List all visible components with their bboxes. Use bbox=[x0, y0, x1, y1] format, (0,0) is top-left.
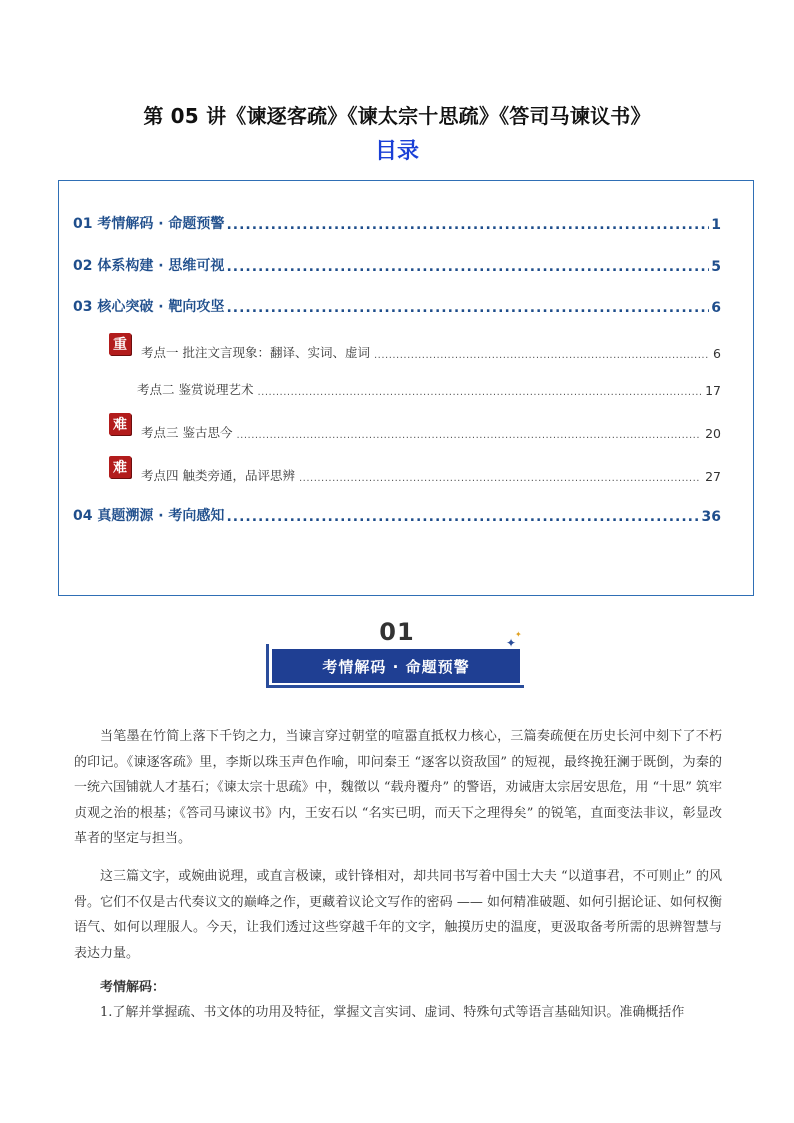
section-number: 01 bbox=[379, 618, 415, 646]
toc-subentry-1[interactable] bbox=[141, 341, 721, 361]
toc-subentry-3[interactable] bbox=[141, 421, 721, 441]
toc-subentry-label: 考点四 触类旁通，品评思辨 bbox=[141, 468, 295, 483]
toc-subentry-page: 17 bbox=[705, 383, 721, 398]
toc-leader-dots bbox=[236, 430, 701, 441]
toc-subentry-page: 6 bbox=[713, 346, 721, 361]
toc-entry-label: 04 真题溯源 · 考向感知 bbox=[73, 508, 225, 524]
intro-paragraph-1: 当笔墨在竹简上落下千钧之力，当谏言穿过朝堂的喧嚣直抵权力核心，三篇奏疏便在历史长河中刻下了不朽的印记。《谏逐客疏》里，李斯以珠玉声色作喻，叩问秦王 “逐客以资敌国” 的短视，最终挽狂澜于既倒，为秦的一统六国铺就人才基石；《谏太宗十思疏》中，魏徵以 “载舟覆舟” 的警语，劝诫唐太宗居安思危，用 “十思” 筑牢贞观之治的根基；《答司马谏议书》内，王安石以 “名实已明，而天下之理得矣” 的锐笔，直面变法非议，彰显改革者的坚定与担当。 bbox=[74, 729, 722, 846]
toc-leader-dots bbox=[257, 387, 701, 398]
exam-analysis-label: 考情解码： bbox=[100, 980, 166, 995]
section-banner: 考情解码 · 命题预警 bbox=[272, 649, 520, 683]
difficult-point-badge: 难 bbox=[109, 456, 131, 478]
sparkle-icon: ✦ bbox=[506, 636, 517, 650]
table-of-contents bbox=[58, 180, 754, 596]
toc-entry-page: 5 bbox=[711, 259, 721, 275]
toc-entry-page: 6 bbox=[711, 300, 721, 316]
toc-leader-dots bbox=[226, 300, 709, 316]
toc-entry-label: 01 考情解码 · 命题预警 bbox=[73, 216, 225, 232]
toc-entry-4[interactable] bbox=[73, 503, 721, 525]
toc-subentry-label: 考点一 批注文言现象：翻译、实词、虚词 bbox=[141, 345, 370, 360]
toc-leader-dots bbox=[226, 509, 699, 525]
toc-subentry-page: 20 bbox=[705, 426, 721, 441]
toc-leader-dots bbox=[226, 259, 709, 275]
toc-entry-3[interactable] bbox=[73, 294, 721, 316]
key-point-badge: 重 bbox=[109, 333, 131, 355]
toc-subentry-label: 考点三 鉴古思今 bbox=[141, 425, 233, 440]
toc-subentry-2[interactable] bbox=[137, 378, 721, 398]
toc-subentry-page: 27 bbox=[705, 469, 721, 484]
toc-subentry-label: 考点二 鉴赏说理艺术 bbox=[137, 382, 254, 397]
page-title: 第 05 讲《谏逐客疏》《谏太宗十思疏》《答司马谏议书》 bbox=[143, 104, 651, 128]
intro-paragraph-2: 这三篇文字，或婉曲说理，或直言极谏，或针锋相对，却共同书写着中国士大夫 “以道事君，不可则止” 的风骨。它们不仅是古代奏议文的巅峰之作，更藏着议论文写作的密码 —— 如何精准破题、如何引据论证、如何权衡语气、如何以理服人。今天，让我们透过这些穿越千年的文字，触摸历史的温度，更汲取备考所需的思辨智慧与表达力量。 bbox=[74, 869, 722, 961]
toc-leader-dots bbox=[299, 473, 701, 484]
toc-entry-page: 36 bbox=[701, 509, 721, 525]
toc-subentry-4[interactable] bbox=[141, 464, 721, 484]
toc-entry-label: 03 核心突破 · 靶向攻坚 bbox=[73, 299, 225, 315]
exam-analysis-item-1: 1.了解并掌握疏、书文体的功用及特征，掌握文言实词、虚词、特殊句式等语言基础知识。准确概括作 bbox=[100, 1005, 685, 1020]
toc-heading: 目录 bbox=[374, 139, 419, 164]
toc-entry-page: 1 bbox=[711, 217, 721, 233]
toc-entry-2[interactable] bbox=[73, 253, 721, 275]
toc-entry-label: 02 体系构建 · 思维可视 bbox=[73, 258, 225, 274]
toc-entry-1[interactable] bbox=[73, 211, 721, 233]
toc-leader-dots bbox=[374, 350, 709, 361]
toc-leader-dots bbox=[226, 217, 709, 233]
difficult-point-badge: 难 bbox=[109, 413, 131, 435]
sparkle-icon: ✦ bbox=[515, 630, 522, 639]
